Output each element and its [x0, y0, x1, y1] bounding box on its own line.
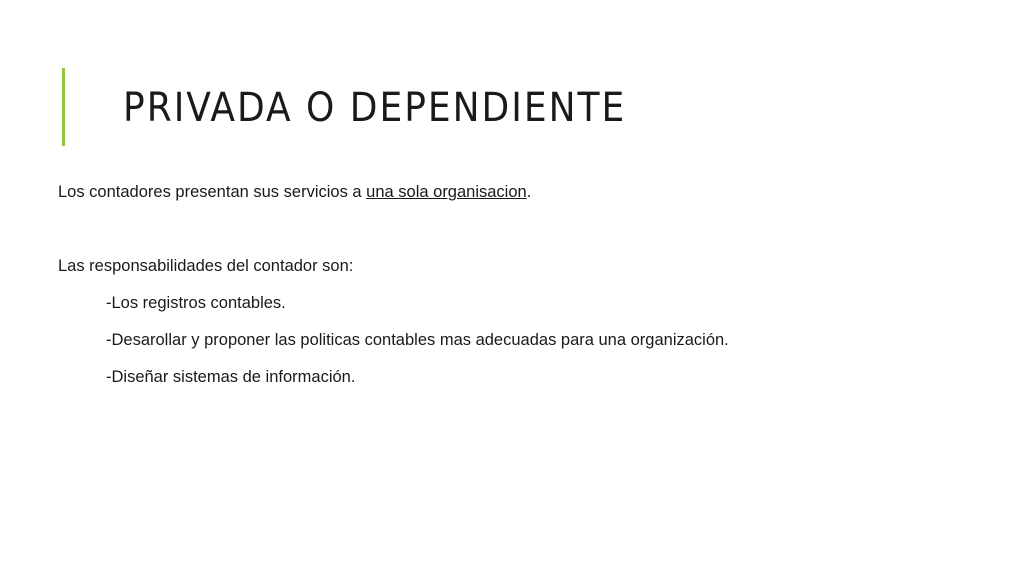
intro-underlined-text: una sola organisacion	[366, 183, 527, 201]
responsibility-item-2: -Desarollar y proponer las politicas contables mas adecuadas para una organización.	[106, 331, 729, 349]
responsibility-item-1: -Los registros contables.	[106, 294, 286, 312]
intro-line	[58, 182, 531, 202]
responsibilities-heading: Las responsabilidades del contador son:	[58, 257, 354, 275]
intro-text-after: .	[526, 183, 532, 201]
intro-text-before: Los contadores presentan sus servicios a	[58, 183, 367, 201]
slide-title: PRIVADA O DEPENDIENTE	[123, 85, 627, 131]
title-accent-bar	[62, 68, 65, 146]
responsibility-item-3: -Diseñar sistemas de información.	[106, 368, 356, 386]
